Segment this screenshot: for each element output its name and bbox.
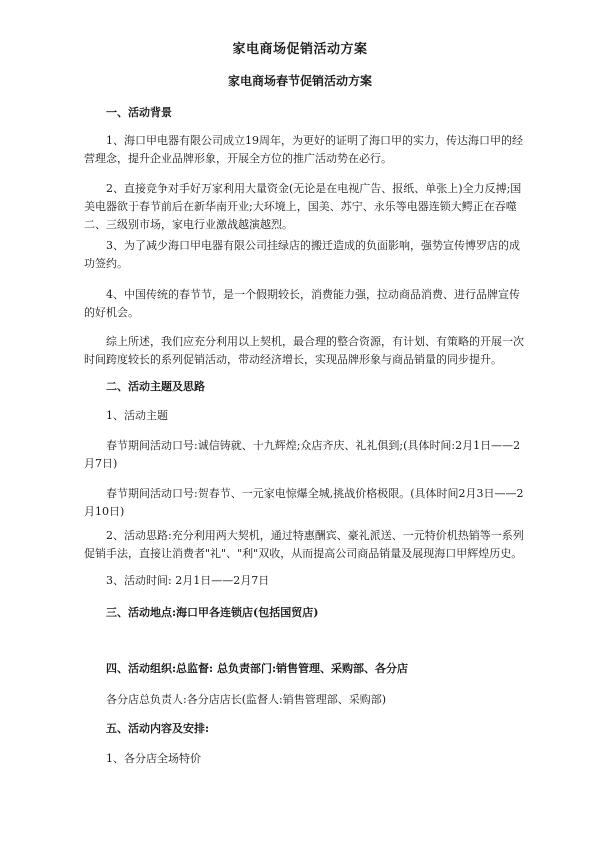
section-heading-location: 三、活动地点:海口甲各连锁店(包括国贸店) [106,606,319,619]
section-heading-background: 一、活动背景 [106,106,172,119]
paragraph-branch-responsible: 各分店总负责人:各分店店长(监督人:销售管理部、采购部) [106,693,386,706]
document-title: 家电商场促销活动方案 [232,42,368,57]
paragraph-slogan-1: 春节期间活动口号:诚信铸就、十九辉煌;众店齐庆、礼礼俱到;(具体时间:2月1日——2月7日) [84,439,521,470]
section-heading-organization: 四、活动组织:总监督: 总负责部门:销售管理、采购部、各分店 [106,662,409,675]
paragraph-storewide-discount: 1、各分店全场特价 [106,752,201,765]
paragraph-slogan-2: 春节期间活动口号:贺春节、一元家电惊爆全城,挑战价格极限。(具体时间2月3日——2月10日) [84,487,524,518]
section-heading-content: 五、活动内容及安排: [106,722,210,735]
paragraph-background-2: 2、直接竞争对手好万家利用大量资金(无论是在电视广告、报纸、单张上)全力反搏;国美电器欲于春节前后在新华南开业;大环境上，国美、苏宁、永乐等电器连锁大鳄正在吞噬二、三级别市场，家电行业激战越演越烈。 [84,182,522,231]
paragraph-background-4: 4、中国传统的春节节，是一个假期较长，消费能力强，拉动商品消费、进行品牌宣传的好机会。 [84,288,520,319]
section-heading-theme: 二、活动主题及思路 [106,380,205,393]
subheading-activity-theme: 1、活动主题 [106,409,168,422]
paragraph-activity-idea: 2、活动思路:充分利用两大契机，通过特惠酬宾、豪礼派送、一元特价机热销等一系列促销手法，直接让消费者"礼"、"利"双收，从而提高公司商品销量及展现海口甲辉煌历史。 [84,529,524,560]
paragraph-background-3: 3、为了减少海口甲电器有限公司挂绿店的搬迁造成的负面影响，强势宣传博罗店的成功签约。 [84,239,520,270]
document-subtitle: 家电商场春节促销活动方案 [227,74,372,88]
paragraph-activity-time: 3、活动时间: 2月1日——2月7日 [106,574,270,587]
paragraph-summary: 综上所述，我们应充分利用以上契机，最合理的整合资源，有计划、有策略的开展一次时间跨度较长的系列促销活动，带动经济增长，实现品牌形象与商品销量的同步提升。 [84,335,524,366]
paragraph-background-1: 1、海口甲电器有限公司成立19周年，为更好的证明了海口甲的实力，传达海口甲的经营理念，提升企业品牌形象，开展全方位的推广活动势在必行。 [84,134,523,165]
